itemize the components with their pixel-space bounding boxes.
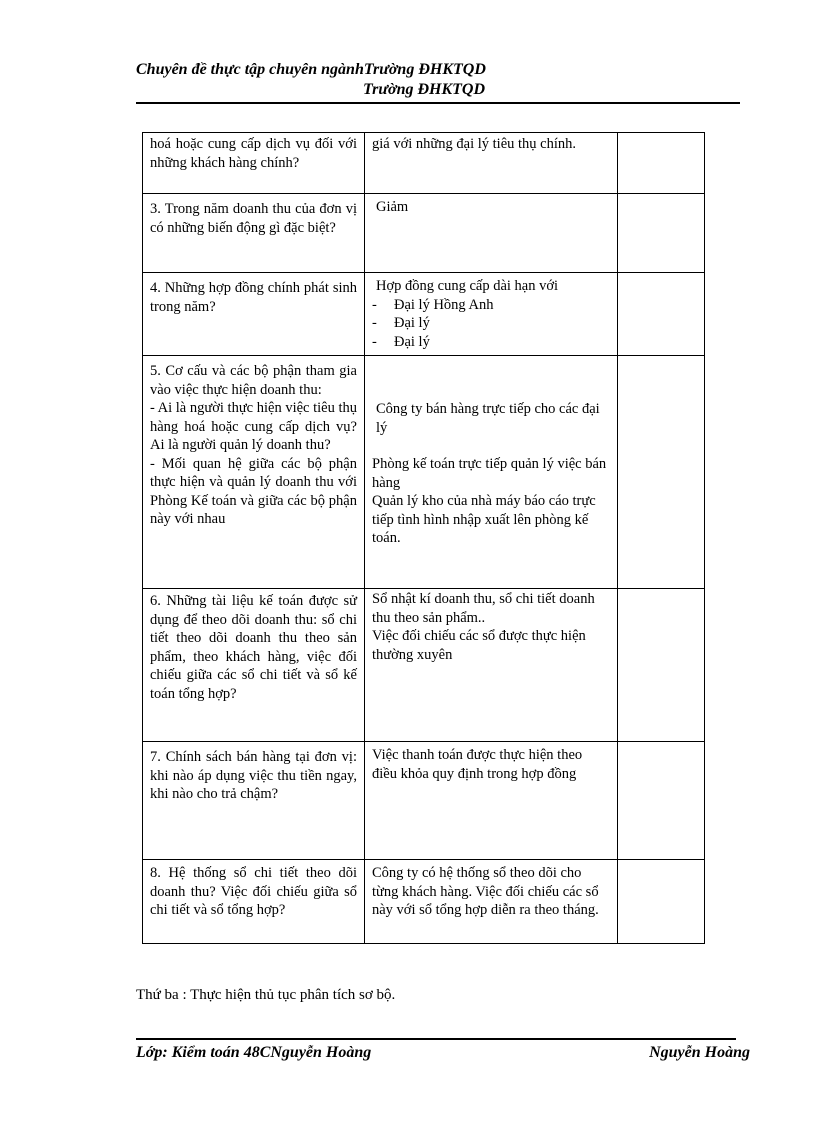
table-row bbox=[143, 194, 705, 273]
question-cell bbox=[143, 194, 365, 273]
table-row bbox=[143, 356, 705, 589]
table-row bbox=[143, 742, 705, 860]
question-cell bbox=[143, 133, 365, 194]
answer-cell bbox=[365, 356, 618, 589]
question-subitem: - Ai là người thực hiện việc tiêu thụ hàng hoá hoặc cung cấp dịch vụ? Ai là người quản lý doanh thu? bbox=[150, 400, 358, 453]
note-cell bbox=[618, 742, 705, 860]
question-text: 8. Hệ thống sổ chi tiết theo dõi doanh thu? Việc đối chiếu giữa sổ chi tiết và sổ tổng hợp? bbox=[150, 865, 357, 918]
footer-divider bbox=[136, 1038, 736, 1040]
question-text: 3. Trong năm doanh thu của đơn vị có những biến động gì đặc biệt? bbox=[150, 201, 357, 236]
table-row bbox=[143, 133, 705, 194]
question-text: 7. Chính sách bán hàng tại đơn vị: khi nào áp dụng việc thu tiền ngay, khi nào cho trả chậm? bbox=[150, 749, 357, 802]
table-row bbox=[143, 860, 705, 944]
body-paragraph: Thứ ba : Thực hiện thủ tục phân tích sơ bộ. bbox=[136, 987, 396, 1003]
answer-cell bbox=[365, 589, 618, 742]
footer-class-author: Lớp: Kiểm toán 48CNguyễn Hoàng bbox=[136, 1044, 372, 1061]
question-cell bbox=[143, 742, 365, 860]
list-item-text: Đại lý bbox=[394, 333, 430, 350]
question-text: 5. Cơ cấu và các bộ phận tham gia vào việc thực hiện doanh thu: bbox=[150, 363, 357, 398]
note-cell bbox=[618, 194, 705, 273]
question-text: 6. Những tài liệu kế toán được sử dụng để theo dõi doanh thu: sổ chi tiết theo dõi doanh thu theo sản phẩm, theo khách hàng, việc đối chiếu giữa các sổ chi tiết và sổ kế toán tổng hợp? bbox=[150, 593, 357, 702]
question-text: hoá hoặc cung cấp dịch vụ đối với những khách hàng chính? bbox=[150, 136, 357, 171]
answer-paragraph: Việc đối chiếu các sổ được thực hiện thường xuyên bbox=[372, 628, 586, 663]
answer-cell bbox=[365, 860, 618, 944]
question-cell bbox=[143, 860, 365, 944]
audit-checklist-table bbox=[142, 132, 705, 944]
footer-author: Nguyễn Hoàng bbox=[649, 1044, 750, 1061]
answer-text: Việc thanh toán được thực hiện theo điều khỏa quy định trong hợp đồng bbox=[372, 747, 583, 782]
answer-text: giá với những đại lý tiêu thụ chính. bbox=[372, 136, 576, 152]
answer-cell bbox=[365, 194, 618, 273]
header-divider bbox=[136, 102, 740, 104]
answer-intro: Hợp đồng cung cấp dài hạn với bbox=[376, 278, 559, 294]
answer-paragraph: Công ty bán hàng trực tiếp cho các đại lý bbox=[376, 401, 600, 436]
header-title: Chuyên đề thực tập chuyên ngànhTrường ĐHKTQD bbox=[136, 61, 486, 78]
header-subtitle: Trường ĐHKTQD bbox=[363, 81, 486, 98]
answer-text: Giảm bbox=[376, 199, 409, 215]
question-subitem: - Mối quan hệ giữa các bộ phận thực hiện và quản lý doanh thu với Phòng Kế toán và giữa các bộ phận này với nhau bbox=[150, 455, 357, 527]
note-cell bbox=[618, 589, 705, 742]
answer-paragraph: Sổ nhật kí doanh thu, sổ chi tiết doanh thu theo sản phẩm.. bbox=[372, 591, 595, 626]
answer-cell bbox=[365, 133, 618, 194]
list-item-text: Đại lý bbox=[394, 315, 430, 331]
answer-text: Công ty có hệ thống sổ theo dõi cho từng khách hàng. Việc đối chiếu các sổ này với sổ tổng hợp diễn ra theo tháng. bbox=[372, 865, 599, 918]
list-item: - Đại lý bbox=[372, 315, 430, 331]
note-cell bbox=[618, 356, 705, 589]
answer-cell bbox=[365, 273, 618, 356]
question-cell bbox=[143, 273, 365, 356]
question-cell bbox=[143, 589, 365, 742]
list-item-text: Đại lý Hồng Anh bbox=[394, 296, 494, 313]
note-cell bbox=[618, 860, 705, 944]
note-cell bbox=[618, 133, 705, 194]
answer-paragraph: Quản lý kho của nhà máy báo cáo trực tiếp tình hình nhập xuất lên phòng kế toán. bbox=[372, 493, 596, 546]
table-row bbox=[143, 589, 705, 742]
list-item: - Đại lý bbox=[372, 333, 430, 350]
answer-paragraph: Phòng kế toán trực tiếp quản lý việc bán hàng bbox=[372, 456, 607, 491]
question-text: 4. Những hợp đồng chính phát sinh trong năm? bbox=[150, 280, 357, 315]
question-cell bbox=[143, 356, 365, 589]
list-item: - Đại lý Hồng Anh bbox=[372, 296, 494, 313]
answer-cell bbox=[365, 742, 618, 860]
note-cell bbox=[618, 273, 705, 356]
table-row bbox=[143, 273, 705, 356]
